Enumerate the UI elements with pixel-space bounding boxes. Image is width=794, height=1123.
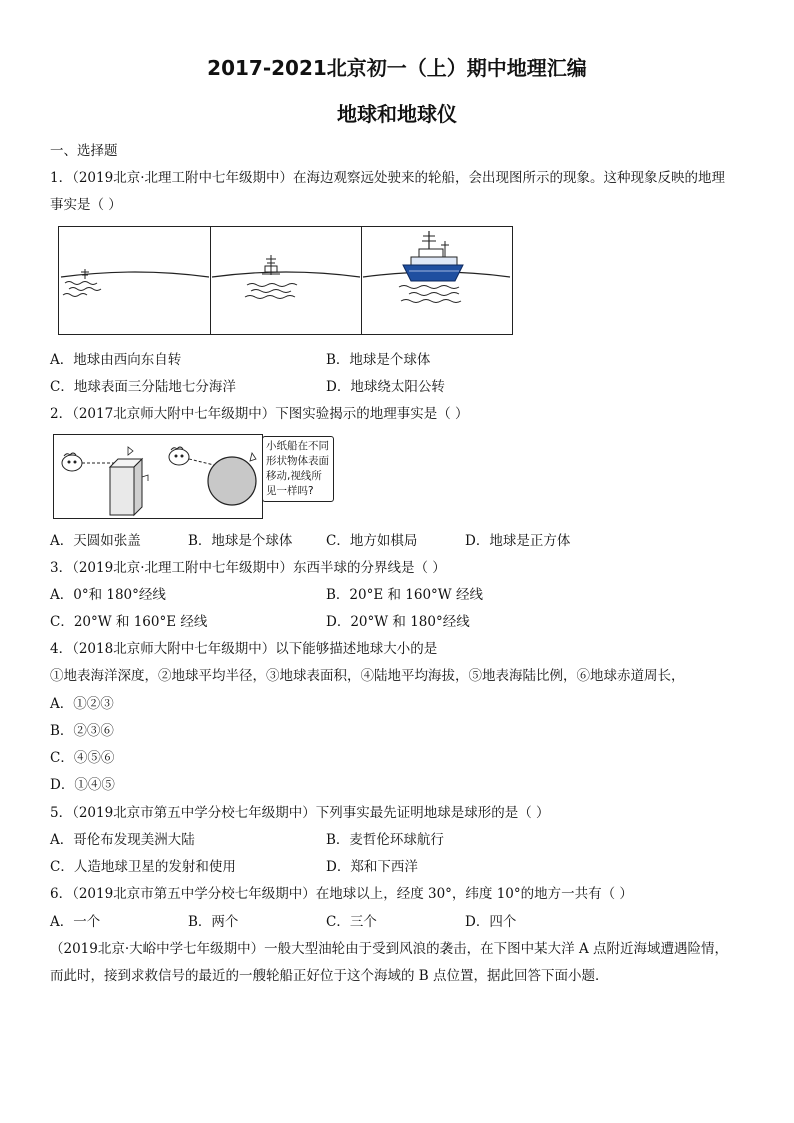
q1-option-b: B．地球是个球体 [326,352,431,368]
q1-stem-line1: 1．（2019北京·北理工附中七年级期中）在海边观察远处驶来的轮船，会出现图所示的现象。这种现象反映的地理 [50,170,725,186]
q3-option-a: A．0°和 180°经线 [50,587,166,603]
document-subtitle: 地球和地球仪 [337,102,457,126]
q2-stem: 2．（2017北京师大附中七年级期中）下图实验揭示的地理事实是（ ） [50,406,469,422]
waves-panel3 [399,286,461,303]
q5-stem: 5．（2019北京市第五中学分校七年级期中）下列事实最先证明地球是球形的是（ ） [50,805,550,821]
panel-divider [361,227,362,334]
q4-option-d: D．①④⑤ [50,777,115,793]
q1-option-a: A．地球由西向东自转 [50,352,182,368]
q2-option-a: A．天圆如张盖 [50,533,141,549]
q1-stem-line2: 事实是（ ） [50,197,122,213]
globe [208,457,256,505]
q3-option-b: B．20°E 和 160°W 经线 [326,587,483,603]
q7-intro-line2: 而此时，接到求救信号的最近的一艘轮船正好位于这个海域的 B 点位置，据此回答下面小题． [50,968,609,984]
q6-stem: 6．（2019北京市第五中学分校七年级期中）在地球以上，经度 30°，纬度 10°的地方一共有（ ） [50,886,633,902]
q5-option-c: C．人造地球卫星的发射和使用 [50,859,236,875]
q6-option-b: B．两个 [188,914,239,930]
document-title: 2017-2021北京初一（上）期中地理汇编 [207,56,587,80]
q3-option-d: D．20°W 和 180°经线 [326,614,470,630]
q4-option-b: B．②③⑥ [50,723,114,739]
q2-option-b: B．地球是个球体 [188,533,293,549]
bubble-line3: 移动,视线所 [266,470,322,482]
section-heading: 一、选择题 [50,143,118,159]
paper-boat-cube [128,447,133,455]
q5-option-d: D．郑和下西洋 [326,859,418,875]
bubble-line4: 见一样吗? [266,485,314,497]
waves-panel2 [245,284,297,299]
q6-option-c: C．三个 [326,914,377,930]
q4-option-c: C．④⑤⑥ [50,750,115,766]
q7-intro-line1: （2019北京·大峪中学七年级期中）一般大型油轮由于受到风浪的袭击，在下图中某大洋 A 点附近海域遭遇险情， [50,941,728,957]
q2-experiment-figure [53,434,263,519]
observer-head-left [62,453,82,471]
cube [110,459,142,515]
q3-stem: 3．（2019北京·北理工附中七年级期中）东西半球的分界线是（ ） [50,560,446,576]
waves-panel1 [63,282,101,297]
q6-option-a: A．一个 [50,914,101,930]
ship-panels-drawing [59,227,512,334]
q4-items: ①地表海洋深度，②地球平均半径，③地球表面积，④陆地平均海拔，⑤地表海陆比例，⑥地球赤道周长， [50,668,685,684]
q1-option-d: D．地球绕太阳公转 [326,379,445,395]
bubble-line2: 形状物体表面 [266,455,329,467]
q3-option-c: C．20°W 和 160°E 经线 [50,614,208,630]
q4-stem: 4．（2018北京师大附中七年级期中）以下能够描述地球大小的是 [50,641,438,657]
ship-superstructure-medium [262,255,280,275]
q2-option-c: C．地方如棋局 [326,533,418,549]
q5-option-b: B．麦哲伦环球航行 [326,832,444,848]
q6-option-d: D．四个 [465,914,517,930]
observer-head-middle [169,447,189,465]
bubble-line1: 小纸船在不同 [266,440,329,452]
speech-bubble [262,436,334,502]
q1-option-c: C．地球表面三分陆地七分海洋 [50,379,236,395]
experiment-drawing [54,435,262,518]
q1-ship-figure [58,226,513,335]
paper-boat-globe [250,453,256,461]
panel-divider [210,227,211,334]
q5-option-a: A．哥伦布发现美洲大陆 [50,832,195,848]
q2-option-d: D．地球是正方体 [465,533,571,549]
q4-option-a: A．①②③ [50,696,114,712]
ship-full [403,231,463,281]
